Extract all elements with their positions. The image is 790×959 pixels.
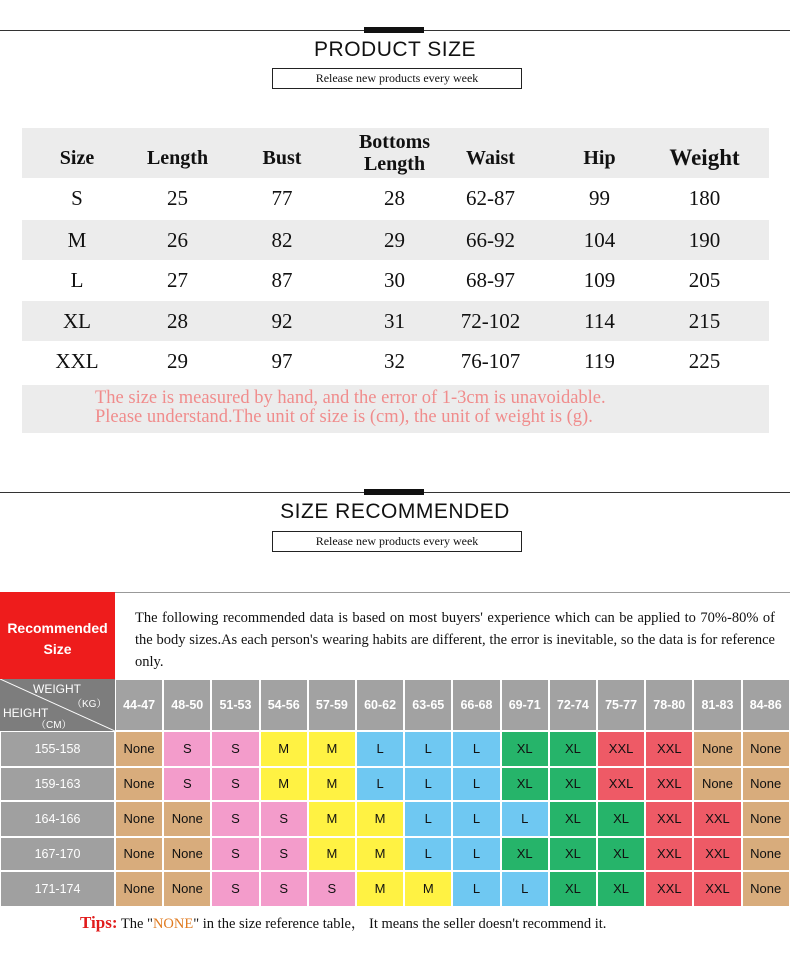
size-table-header (22, 128, 769, 178)
size-table-row (22, 260, 769, 300)
size-table-cell: 31 (384, 309, 405, 333)
badge-line-2: Size (43, 641, 72, 657)
header-bottoms-line2: Length (363, 153, 426, 175)
recommended-size-cell: None (742, 871, 790, 907)
recommended-size-badge (0, 592, 115, 679)
measurement-note (22, 385, 769, 433)
height-header-cell: 155-158 (0, 731, 115, 767)
tips-label: Tips: (80, 913, 118, 932)
recommended-size-cell: S (163, 731, 211, 767)
weight-header-cell: 78-80 (645, 679, 693, 731)
size-table-cell: 119 (584, 349, 615, 373)
header-weight: Weight (669, 145, 740, 170)
recommended-size-cell: M (356, 801, 404, 837)
size-table-cell: 72-102 (460, 309, 521, 333)
recommended-size-cell: XXL (597, 767, 645, 801)
header-waist: Waist (466, 147, 515, 169)
recommended-size-cell: XXL (597, 731, 645, 767)
recommended-size-cell: M (308, 837, 356, 871)
size-table-cell: 77 (271, 186, 293, 210)
note-line-1: The size is measured by hand, and the error of 1-3cm is unavoidable. (95, 388, 606, 408)
header-hip: Hip (583, 147, 616, 169)
middle-divider-accent (364, 489, 424, 495)
size-table-cell: 99 (589, 186, 610, 210)
size-table-cell: XXL (55, 349, 99, 373)
recommended-size-cell: M (308, 767, 356, 801)
top-divider-accent (364, 27, 424, 33)
tips-text-1: The " (117, 916, 153, 932)
recommendation-description: The following recommended data is based on most buyers' experience which can be applied to 70%-80% of the body sizes.As each person's wearing habits are different, the error is inevitable, so the data is for reference only. (135, 610, 775, 670)
recommended-size-cell: XL (597, 837, 645, 871)
corner-kg-label: （KG） (72, 699, 107, 710)
recommended-size-cell: M (308, 801, 356, 837)
tips-none-word: NONE (152, 916, 194, 932)
recommended-size-cell: None (693, 767, 741, 801)
size-recommended-title: SIZE RECOMMENDED (280, 500, 510, 523)
height-header-cell: 164-166 (0, 801, 115, 837)
recommended-size-cell: S (260, 801, 308, 837)
recommended-size-cell: None (163, 871, 211, 907)
weight-header-cell: 69-71 (501, 679, 549, 731)
height-header-cell: 171-174 (0, 871, 115, 907)
recommendation-description-box (115, 592, 790, 681)
recommended-size-cell: XL (549, 731, 597, 767)
recommended-size-cell: None (115, 837, 163, 871)
recommended-size-cell: L (501, 871, 549, 907)
size-table-cell: S (71, 186, 83, 210)
tips-text-2: " in the size reference table， It means the seller doesn't recommend it. (193, 916, 607, 932)
product-size-title: PRODUCT SIZE (314, 38, 476, 61)
weight-header-cell: 57-59 (308, 679, 356, 731)
size-table-cell: 190 (688, 228, 721, 252)
recommended-size-cell: None (115, 871, 163, 907)
header-bust: Bust (262, 147, 302, 169)
weight-header-cell: 63-65 (404, 679, 452, 731)
size-table-cell: 215 (688, 309, 721, 333)
size-table-cell: 205 (688, 268, 721, 292)
corner-height-label: HEIGHT (3, 706, 49, 720)
recommended-size-cell: XXL (645, 801, 693, 837)
weight-header-cell: 72-74 (549, 679, 597, 731)
size-table-cell: L (70, 268, 84, 292)
corner-cm-label: （CM） (36, 720, 72, 731)
tips-note (80, 912, 606, 933)
recommended-size-cell: M (260, 767, 308, 801)
recommended-size-cell: S (211, 801, 259, 837)
size-table-cell: 30 (384, 268, 405, 292)
size-table-cell: 29 (167, 349, 188, 373)
recommended-size-cell: S (260, 871, 308, 907)
badge-line-1: Recommended (7, 620, 108, 636)
corner-weight-label: WEIGHT (33, 682, 81, 696)
size-table-cell: 114 (584, 309, 615, 333)
recommended-size-cell: XXL (693, 837, 741, 871)
recommended-size-cell: None (742, 767, 790, 801)
size-table-cell: 180 (688, 186, 721, 210)
weight-header-cell: 84-86 (742, 679, 790, 731)
weight-header-cell: 44-47 (115, 679, 163, 731)
header-bottoms-length (347, 131, 442, 181)
size-table-cell: 26 (167, 228, 188, 252)
recommended-size-cell: XL (549, 871, 597, 907)
size-table-cell: 66-92 (466, 228, 515, 252)
recommended-size-cell: S (211, 767, 259, 801)
weight-header-cell: 54-56 (260, 679, 308, 731)
recommended-size-cell: XL (549, 801, 597, 837)
weight-header-cell: 48-50 (163, 679, 211, 731)
recommended-size-cell: None (693, 731, 741, 767)
recommended-size-cell: None (115, 767, 163, 801)
size-table-cell: 27 (167, 268, 188, 292)
size-table-cell: 76-107 (460, 349, 521, 373)
recommended-size-cell: L (452, 837, 500, 871)
size-table-cell: M (67, 228, 87, 252)
size-table-cell: 87 (271, 268, 293, 292)
size-table-cell: 28 (167, 309, 188, 333)
recommended-size-cell: M (356, 871, 404, 907)
recommended-size-cell: L (452, 801, 500, 837)
recommended-size-cell: None (163, 801, 211, 837)
size-table-cell: 92 (271, 309, 293, 333)
size-table-row (22, 301, 769, 341)
size-table-cell: 32 (384, 349, 405, 373)
recommended-size-cell: XL (501, 731, 549, 767)
recommended-size-cell: M (308, 731, 356, 767)
product-size-subtitle: Release new products every week (272, 68, 522, 89)
recommended-size-cell: XXL (693, 871, 741, 907)
recommended-size-cell: None (115, 801, 163, 837)
size-table-row (22, 220, 769, 260)
size-table-cell: 82 (271, 228, 293, 252)
recommended-size-cell: L (356, 767, 404, 801)
recommended-size-cell: None (742, 731, 790, 767)
recommended-size-cell: L (404, 801, 452, 837)
size-table-cell: 109 (583, 268, 616, 292)
weight-header-cell: 60-62 (356, 679, 404, 731)
size-table-cell: 25 (167, 186, 188, 210)
recommended-size-cell: None (115, 731, 163, 767)
recommended-size-cell: L (452, 767, 500, 801)
header-bottoms-line1: Bottoms (358, 131, 431, 153)
recommended-size-cell: XL (501, 767, 549, 801)
weight-header-cell: 66-68 (452, 679, 500, 731)
recommended-size-cell: M (356, 837, 404, 871)
header-size: Size (59, 147, 95, 169)
size-table-cell: 28 (384, 186, 405, 210)
recommended-size-cell: None (742, 801, 790, 837)
recommended-size-cell: L (404, 767, 452, 801)
weight-header-cell: 75-77 (597, 679, 645, 731)
recommended-size-cell: XXL (645, 731, 693, 767)
recommended-size-cell: L (501, 801, 549, 837)
recommended-size-cell: XL (549, 837, 597, 871)
recommended-size-cell: M (260, 731, 308, 767)
recommended-size-cell: L (452, 731, 500, 767)
size-table-cell: 68-97 (466, 268, 515, 292)
size-table-cell: 62-87 (466, 186, 515, 210)
height-header-cell: 167-170 (0, 837, 115, 871)
recommended-size-cell: S (163, 767, 211, 801)
recommended-size-cell: S (308, 871, 356, 907)
recommended-size-cell: L (452, 871, 500, 907)
recommended-size-cell: None (163, 837, 211, 871)
recommended-size-cell: L (404, 837, 452, 871)
recommended-size-cell: XL (597, 871, 645, 907)
recommended-size-cell: L (404, 731, 452, 767)
recommended-size-cell: None (742, 837, 790, 871)
size-table-cell: 225 (688, 349, 721, 373)
weight-header-cell: 51-53 (211, 679, 259, 731)
height-header-cell: 159-163 (0, 767, 115, 801)
recommended-size-cell: S (260, 837, 308, 871)
recommended-size-cell: M (404, 871, 452, 907)
recommended-size-cell: S (211, 837, 259, 871)
size-table-cell: 29 (384, 228, 405, 252)
note-line-2: Please understand.The unit of size is (cm), the unit of weight is (g). (95, 407, 593, 427)
recommended-size-cell: XL (597, 801, 645, 837)
size-recommended-subtitle: Release new products every week (272, 531, 522, 552)
recommended-size-cell: XL (501, 837, 549, 871)
recommended-size-cell: XXL (645, 871, 693, 907)
size-table-cell: 97 (271, 349, 293, 373)
size-table-row (22, 341, 769, 381)
header-length: Length (146, 147, 209, 169)
recommended-size-cell: S (211, 871, 259, 907)
size-table-cell: XL (63, 309, 91, 333)
recommended-size-cell: S (211, 731, 259, 767)
recommended-size-cell: XXL (693, 801, 741, 837)
recommended-size-cell: XXL (645, 767, 693, 801)
recommended-size-cell: XL (549, 767, 597, 801)
recommended-size-cell: L (356, 731, 404, 767)
size-table-row (22, 178, 769, 218)
size-table-cell: 104 (583, 228, 616, 252)
grid-corner-header (0, 679, 115, 731)
weight-header-cell: 81-83 (693, 679, 741, 731)
recommended-size-cell: XXL (645, 837, 693, 871)
